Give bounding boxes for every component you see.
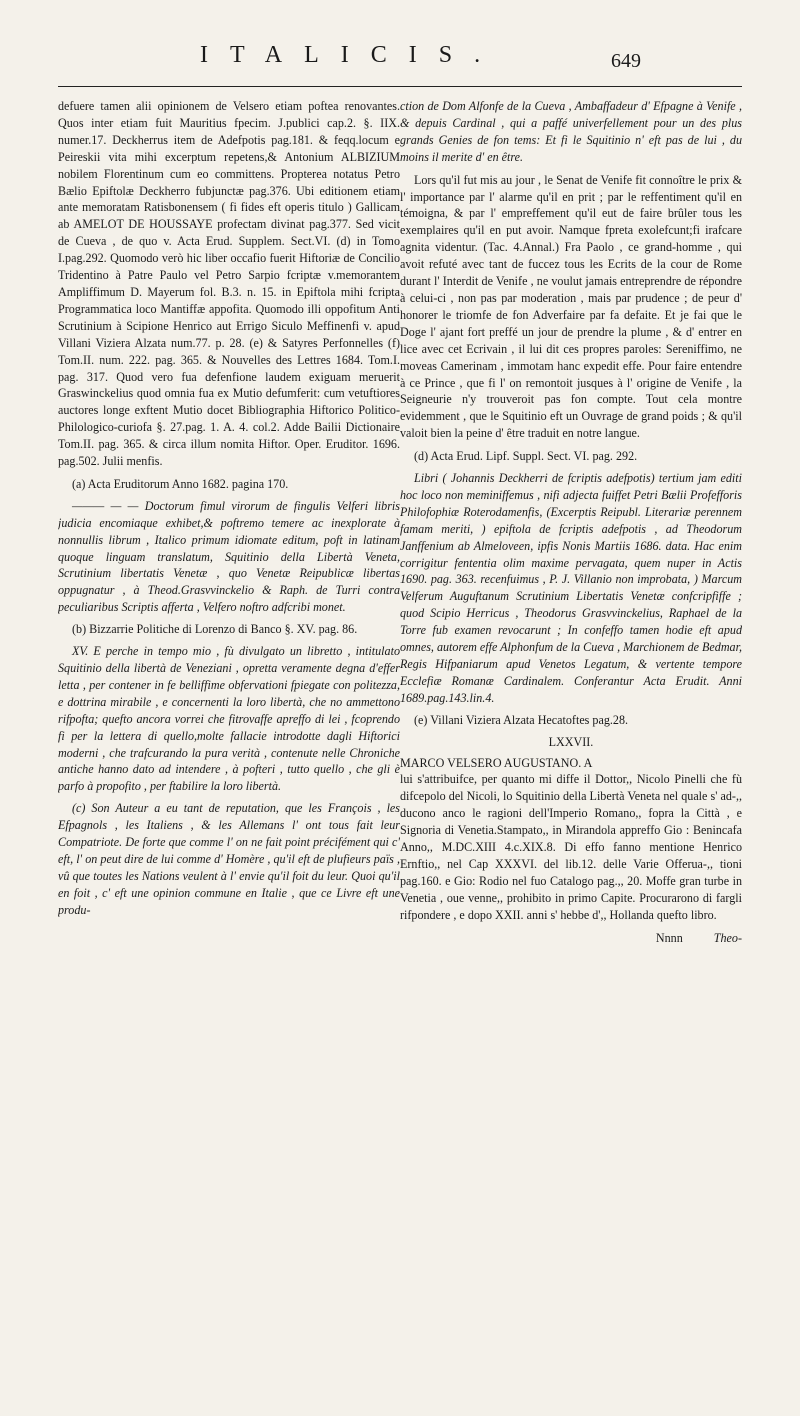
- footnote-e: (e) Villani Viziera Alzata Hecatoftes pag.28.: [414, 712, 629, 727]
- running-header: [0, 42, 800, 82]
- left-column: [58, 98, 400, 1408]
- footnote-d: (d) Acta Erud. Lipf. Suppl. Sect. VI. pag. 292.: [414, 449, 638, 464]
- body-paragraph: ction de Dom Alfonfe de la Cueva , Ambaffadeur d' Efpagne à Venife , & depuis Cardinal , qui a paffé univerfellement pour un des plus grands Genies de fon tems: Et fi le Squitinio n' eft pas de lui , du moins il merite d' en être.: [400, 99, 742, 164]
- page-footer: [400, 930, 742, 947]
- footnote-b-quote: XV. E perche in tempo mio , fù divulgato un libretto , intitulato Squitinio della libertà de Veneziani , opretta veramente degna d'effer letta , per contener in fe belliffime obfervationi fpiegate con politezza, e dottrina mirabile , e concernenti la loro libertà, che no ammettono rifpofta; quefto ancora vorrei che fitrovaffe apreffo di lei , fcoprendo fi per la lettera di quello,molte fallacie introdotte dagli Hiftorici moderni , che trafcurando la pura verità , contenute nelle Chroniche antiche hanno dato ad intendere , à pofteri , tutto quello , che gli è parfo à propofito , per ftabilire la loro libertà.: [58, 644, 400, 794]
- section-text: lui s'attribuifce, per quanto mi diffe il Dottor,, Nicolo Pinelli che fù difcepolo del Nicoli, lo Squitinio della Libertà Veneta nel quale s' ad-,, ducono anco le ragioni dell'Imperio Romano,, fopra la Città , e Signoria di Venetia.Stampato,, in Mirandola appreffo Gio : Benincafa Anno,, M.DC.XIII 4.c.XIX.8. Di effo fanno mentione Henrico Ernftio,, nel Cap XXXVI. del lib.12. delle Varie Offerua-,, tioni pag.160. e Gio: Rodio nel fuo Catalogo pag.,, 20. Moffe gran turbe in Venetia , oue venne,, prohibito in primo Capite. Procurarono di fargli rifpondere , e dopo XXII. anni s' hebbe d',, Hollanda quefto libro.: [400, 772, 742, 922]
- signature-mark: Nnnn: [655, 930, 683, 945]
- footnote-a-text: ——— — — Doctorum fimul virorum de fingulis Velferi libris judicia encomiaque exhibet,& poftremo temere ac inexplorate à nonnullis librum , Italico primum idiomate editum, poft in latinam quoque linguam translatum, Squitinio della Libertà Veneta, Scrutinium libertatis Venetæ , quo Venetæ Reipublicæ libertas oppugnatur , à Theod.Grasvvinckelio & Raph. de Turri contra peculiaribus Scriptis afferta , Velfero noftro adfcribi monet.: [58, 498, 400, 615]
- section-title: MARCO VELSERO AUGUSTANO. A: [400, 755, 593, 770]
- body-paragraph: Lors qu'il fut mis au jour , le Senat de Venife fit connoître le prix & l' importance par l' alarme qu'il en prit ; par le reffentiment qu'il en témoigna, & par l' empreffement qu'il eut de faire brûler tous les exemplaires qu'il en put avoir. Namque fpreta exolefcunt;fi irafcare agnita videntur. (Tac. 4.Annal.) Fra Paolo , ce grand-homme , qui avoit refuté avec tant de fuccez tous les Ecrits de la cour de Rome durant l' Interdit de Venife , ne voulut jamais entreprendre de répondre à celui-ci , non pas par moderation , mais par prudence ; de peur d' honorer le triomfe de fon Adverfaire par fa defaite. Et je fai que le Doge l' ajant fort preffé un jour de prendre la plume , & d' entrer en lice avec cet Ecrivain , il lui dit ces propres paroles: Sereniffimo, ne moveas Camerinam , immotam hanc expedit effe. Pour faire entendre à ce Prince , que fi l' on remontoit jusques à l' origine de Venife , la Seigneurie n'y trouveroit pas fon compte. Tout cela montre evidemment , que le Squitinio eft un Ouvrage de grand poids ; & qu'il valoit bien la peine d' être traduit en notre langue.: [400, 172, 742, 441]
- footnote-a: (a) Acta Eruditorum Anno 1682. pagina 170.: [72, 476, 289, 491]
- running-title: ITALICIS.: [200, 42, 503, 68]
- page-number: 649: [611, 50, 641, 72]
- catchword: Theo-: [713, 930, 742, 945]
- footnote-b: (b) Bizzarrie Politiche di Lorenzo di Banco §. XV. pag. 86.: [72, 622, 358, 637]
- body-paragraph: defuere tamen alii opinionem de Velsero etiam poftea renovantes. Quos inter etiam fuit Mauritius fpecim. J.publici cap.2. §. IIX. numer.17. Deckherrus item de Adefpotis pag.181. & feqq.locum e Peireskii vita mihi excerptum repetens,& Antonium ALBIZIUM nobilem Florentinum cum eo committens. Propterea notatus Petro Bælio Epiftolæ Deckherro fubjunctæ pag.376. Ubi editionem etiam ante memoratam Ratisbonensem ( fi fides eft operis titulo ) Gallicam ab AMELOT DE HOUSSAYE profectam divinat pag.377. Sed vicit de Cueva , de quo v. Acta Erud. Supplem. Sect.VI. (d) in Tomo I.pag.292. Quomodo verò hic liber occafio fuerit Hiftoriæ de Concilio Tridentino à Patre Paulo vel Petro Sarpio fcriptæ v.memorantem Ampliffimum D. Mayerum fol. B.3. n. 15. in Epiftola mihi fcripta Programmatica loco Mantiffæ appofita. Quomodo illi oppofitum Anti Scrutinium à Scipione Henrico aut Errigo Siculo Meffinenfi v. apud Villani Viziera Alzata num.77. p. 28. (e) & Satyres Perfonnelles (f) Tom.II. num. 222. pag. 365. & Nouvelles des Lettres 1684. Tom.I. pag. 317. Quod vero fua defenfione laudem exiguam meruerit Graswinckelius quod omnia fua ex Mutio defumferit: cum vetuftiores auctores longe exftent Mutio docet Bibliographia Hiftorico Politico-Philologico-curiofa §. 27.pag. 1. A. 4. col.2. Adde Bailii Dictionaire Tom.II. pag. 365. & circa illum nomita Hiftor. Oper. Eruditor. 1696. pag.502. Julii menfis.: [58, 99, 400, 469]
- header-rule: [58, 86, 742, 87]
- right-column: [400, 98, 742, 1408]
- section-number: LXXVII.: [548, 734, 594, 749]
- footnote-c: (c) Son Auteur a eu tant de reputation, que les François , les Efpagnols , les Italiens , & les Allemans l' ont tous fait leur Compatriote. De forte que comme l' on ne fait point précifément qui c' eft, l' on peut dire de lui comme d' Homère , qu'il eft de plufieurs païs , vû que toutes les Nations veulent à l' envie qu'il foit du leur. Quoi qu'il en foit , c' eft une opinion commune en Italie , que ce Livre eft une produ-: [58, 801, 400, 917]
- footnote-d-text: Libri ( Johannis Deckherri de fcriptis adefpotis) tertium jam editi hoc loco non meminiffemus , nifi adjecta fuiffet Petri Bælii Profefforis Philofophiæ Roterodamenfis, (Excerptis Reipubl. Literariæ perennem famam meriti, ) epiftola de fcriptis adefpotis , ad Theodorum Janffenium ab Almeloveen, ipfis Nonis Martiis 1686. data. Hac enim corrigitur fententia olim maxime pervagata, quem nuper in Actis 1690. pag. 363. recenfuimus , P. J. Villanio non improbata, ) Marcum Velferum Auguftanum Scrutinium Libertatis Venetæ confcripfiffe ; quod Scipio Herricus , Theodorus Grasvvinckelius, Raphael de la Torre fub examen revocarunt ; In confeffo tamen hodie eft apud omnes, autorem effe Alphonfum de la Cueva , Marchionem de Bedmar, Regis Hifpaniarum apud Venetos Legatum, & vertente tempore Ecclefiæ Romanæ Cardinalem. Conferantur Acta Erudit. Anni 1689.pag.143.lin.4.: [400, 471, 742, 705]
